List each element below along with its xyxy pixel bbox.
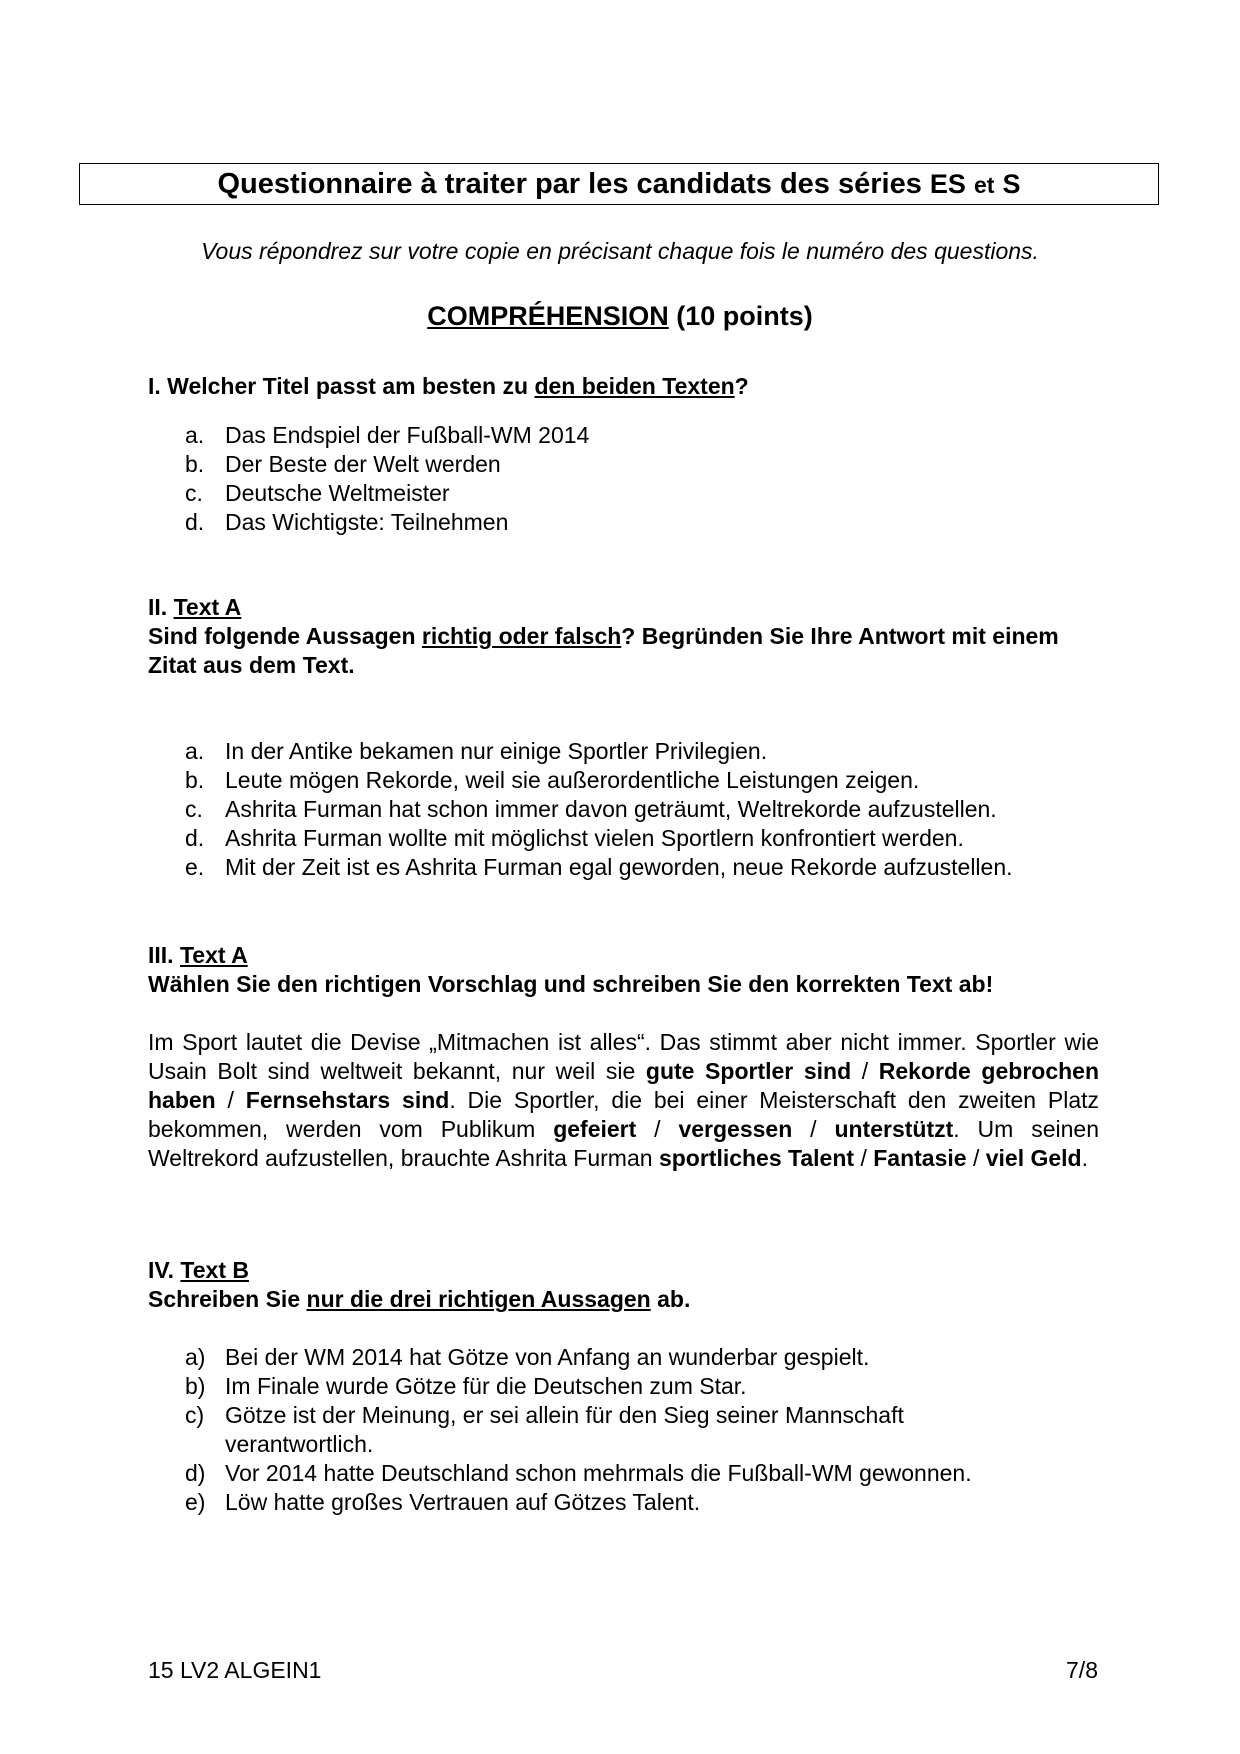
- question-2-number: II.: [148, 594, 168, 620]
- question-2-text-ref: Text A: [173, 594, 242, 620]
- question-1-underlined: den beiden Texten: [534, 373, 735, 399]
- question-4-statements: [148, 1343, 1008, 1517]
- item-marker: c.: [185, 796, 203, 822]
- item-marker: b): [185, 1373, 206, 1399]
- list-item: [148, 737, 1098, 766]
- item-marker: d.: [185, 825, 205, 851]
- item-text: Leute mögen Rekorde, weil sie außerordentliche Leistungen zeigen.: [225, 767, 920, 793]
- list-item: [148, 421, 1098, 450]
- page-number: 7/8: [1066, 1657, 1098, 1683]
- item-text: Ashrita Furman wollte mit möglichst vielen Sportlern konfrontiert werden.: [225, 825, 964, 851]
- item-text: Mit der Zeit ist es Ashrita Furman egal geworden, neue Rekorde aufzustellen.: [225, 854, 1013, 880]
- option-2c: unterstützt: [834, 1116, 954, 1142]
- title-s: S: [1002, 169, 1021, 199]
- item-marker: e.: [185, 854, 205, 880]
- page-title: [79, 163, 1159, 205]
- item-text: Löw hatte großes Vertrauen auf Götzes Talent.: [225, 1489, 701, 1515]
- separator: /: [636, 1116, 679, 1142]
- item-text: Im Finale wurde Götze für die Deutschen zum Star.: [225, 1373, 747, 1399]
- separator: /: [854, 1145, 874, 1171]
- para-text: Im Sport lautet die Devise „Mitmachen ist alles“. Das stimmt aber nicht immer. Sportler wie Usain Bolt sind weltweit bekannt, nur weil sie: [148, 1029, 1099, 1084]
- list-item: [148, 508, 1098, 537]
- list-item: [148, 1488, 1008, 1517]
- option-1a: gute Sportler sind: [645, 1058, 852, 1084]
- item-marker: d.: [185, 509, 205, 535]
- question-4-instr-underlined: nur die drei richtigen Aussagen: [306, 1286, 651, 1312]
- item-text: Ashrita Furman hat schon immer davon geträumt, Weltrekorde aufzustellen.: [225, 796, 997, 822]
- item-marker: c.: [185, 480, 203, 506]
- separator: /: [792, 1116, 835, 1142]
- question-3-instruction: Wählen Sie den richtigen Vorschlag und schreiben Sie den korrekten Text ab!: [148, 971, 994, 997]
- question-4-number: IV.: [148, 1257, 175, 1283]
- question-3-heading: [148, 941, 1098, 970]
- section-title: [0, 299, 1240, 333]
- item-text: Der Beste der Welt werden: [225, 451, 501, 477]
- question-4-instr-suffix: ab.: [650, 1286, 691, 1312]
- item-marker: a): [185, 1344, 206, 1370]
- question-2-instruction: [148, 622, 1098, 680]
- option-2b: vergessen: [678, 1116, 793, 1142]
- list-item: [148, 824, 1098, 853]
- para-text: .: [1081, 1145, 1088, 1171]
- item-text: Götze ist der Meinung, er sei allein für den Sieg seiner Mannschaft verantwortlich.: [225, 1402, 904, 1457]
- question-1-options: [148, 421, 1098, 537]
- section-points: (10 points): [676, 301, 813, 331]
- section-title-text: COMPRÉHENSION: [427, 301, 669, 331]
- question-4-heading: [148, 1256, 1098, 1285]
- list-item: [148, 795, 1098, 824]
- item-text: Das Endspiel der Fußball-WM 2014: [225, 422, 590, 448]
- item-marker: e): [185, 1489, 206, 1515]
- question-4-instr-prefix: Schreiben Sie: [148, 1286, 307, 1312]
- separator: /: [966, 1145, 986, 1171]
- item-marker: b.: [185, 451, 205, 477]
- item-text: Bei der WM 2014 hat Götze von Anfang an wunderbar gespielt.: [225, 1344, 870, 1370]
- separator: /: [215, 1087, 246, 1113]
- para-text: . Die Sportler, die bei einer Meisterschaft den zweiten Platz bekommen, werden vom Publikum: [148, 1087, 1100, 1142]
- title-et: et: [973, 172, 995, 198]
- title-main: Questionnaire à traiter par les candidats des séries: [217, 168, 922, 200]
- item-text: In der Antike bekamen nur einige Sportler Privilegien.: [225, 738, 768, 764]
- option-3b: Fantasie: [873, 1145, 967, 1171]
- item-text: Vor 2014 hatte Deutschland schon mehrmals die Fußball-WM gewonnen.: [225, 1460, 972, 1486]
- list-item: [148, 766, 1098, 795]
- item-marker: d): [185, 1460, 206, 1486]
- question-4-text-ref: Text B: [180, 1257, 249, 1283]
- item-marker: c): [185, 1402, 205, 1428]
- list-item: [148, 450, 1098, 479]
- list-item: [148, 853, 1098, 882]
- option-2a: gefeiert: [553, 1116, 637, 1142]
- question-3-text-ref: Text A: [179, 942, 248, 968]
- instruction: Vous répondrez sur votre copie en précisant chaque fois le numéro des questions.: [201, 238, 1039, 264]
- item-marker: a.: [185, 422, 205, 448]
- question-2-instr-prefix: Sind folgende Aussagen: [148, 623, 422, 649]
- question-3-paragraph: [148, 1028, 1099, 1173]
- para-text: . Um seinen Weltrekord aufzustellen, brauchte Ashrita Furman: [148, 1116, 1099, 1171]
- list-item: [148, 479, 1098, 508]
- question-1: [148, 372, 1098, 401]
- item-marker: a.: [185, 738, 205, 764]
- option-3a: sportliches Talent: [658, 1145, 855, 1171]
- question-3-number: III.: [148, 942, 174, 968]
- item-text: Das Wichtigste: Teilnehmen: [225, 509, 509, 535]
- list-item: [148, 1372, 1008, 1401]
- list-item: [148, 1459, 1008, 1488]
- list-item: [148, 1401, 1008, 1459]
- item-text: Deutsche Weltmeister: [225, 480, 450, 506]
- option-1b: Rekorde gebrochen haben: [148, 1058, 1100, 1113]
- question-1-prefix: I. Welcher Titel passt am besten zu: [148, 373, 535, 399]
- question-2-statements: [148, 737, 1098, 882]
- question-2-heading: [148, 593, 1098, 622]
- question-2-instr-suffix: ? Begründen Sie Ihre Antwort mit einem Zitat aus dem Text.: [148, 623, 1059, 678]
- title-series: ES: [929, 169, 966, 199]
- list-item: [148, 1343, 1008, 1372]
- footer-code: 15 LV2 ALGEIN1: [148, 1657, 322, 1683]
- option-1c: Fernsehstars sind: [245, 1087, 450, 1113]
- item-marker: b.: [185, 767, 205, 793]
- option-3c: viel Geld: [985, 1145, 1082, 1171]
- question-1-suffix: ?: [734, 373, 749, 399]
- separator: /: [851, 1058, 879, 1084]
- question-4-instruction: [148, 1285, 1098, 1314]
- question-2-instr-underlined: richtig oder falsch: [421, 623, 622, 649]
